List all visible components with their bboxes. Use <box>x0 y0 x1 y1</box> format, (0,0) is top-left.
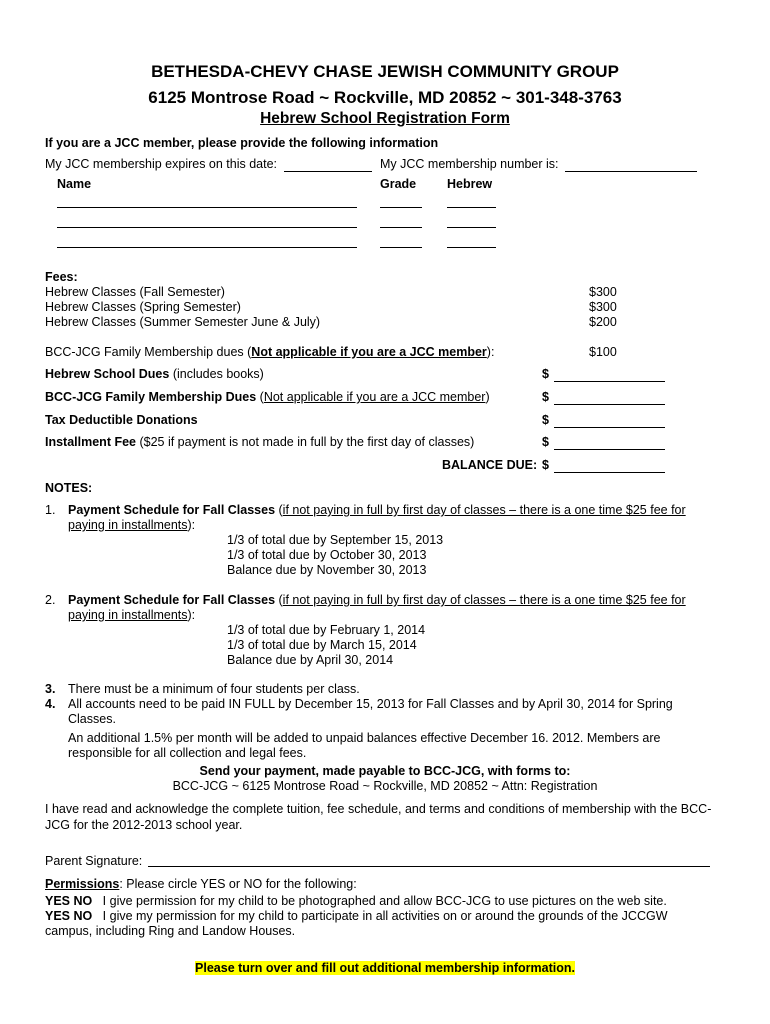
note-number: 1. <box>45 503 56 517</box>
note-number: 2. <box>45 593 56 607</box>
note-4-line-4: responsible for all collection and legal fees. <box>68 746 307 760</box>
jcc-intro: If you are a JCC member, please provide the following information <box>45 136 439 150</box>
student-name-field-2[interactable] <box>57 227 357 228</box>
org-address: 6125 Montrose Road ~ Rockville, MD 20852 ~ 301-348-3763 <box>148 88 622 107</box>
schedule-line: Balance due by November 30, 2013 <box>227 563 427 577</box>
note-4-line-2: Classes. <box>68 712 116 726</box>
ack-line-1: I have read and acknowledge the complete tuition, fee schedule, and terms and conditions of membership with the BCC- <box>45 802 712 816</box>
fee-item-label: Hebrew Classes (Spring Semester) <box>45 300 241 314</box>
fee-item-amount: $200 <box>589 315 617 329</box>
school-dues-label: Hebrew School Dues (includes books) <box>45 367 264 381</box>
fee-item-label: Hebrew Classes (Summer Semester June & July) <box>45 315 321 329</box>
dollar-sign: $ <box>542 435 549 449</box>
schedule-line: 1/3 of total due by February 1, 2014 <box>227 623 426 637</box>
notes-heading: NOTES: <box>45 481 93 495</box>
col-grade: Grade <box>380 177 417 191</box>
footer-note: Please turn over and fill out additional membership information. <box>195 961 575 975</box>
yes-no-choice[interactable]: YES NO <box>45 894 93 908</box>
family-dues-label: BCC-JCG Family Membership Dues (Not applicable if you are a JCC member) <box>45 390 490 404</box>
note-3-text: There must be a minimum of four students per class. <box>68 682 360 696</box>
family-dues-amount: $100 <box>589 345 617 359</box>
dollar-sign: $ <box>542 458 549 472</box>
note-4-line-1: All accounts need to be paid IN FULL by December 15, 2013 for Fall Classes and by April 30, 2014 for Spring <box>68 697 673 711</box>
family-dues-field[interactable] <box>554 404 665 405</box>
fee-item-label: Hebrew Classes (Fall Semester) <box>45 285 225 299</box>
note-1-line-1: Payment Schedule for Fall Classes (if not paying in full by first day of classes – there is a one time $25 fee for <box>68 503 686 517</box>
schedule-line: Balance due by April 30, 2014 <box>227 653 394 667</box>
school-dues-field[interactable] <box>554 381 665 382</box>
fees-heading: Fees: <box>45 270 78 284</box>
note-2-line-1: Payment Schedule for Fall Classes (if not paying in full by first day of classes – there is a one time $25 fee for <box>68 593 686 607</box>
note-number: 4. <box>45 697 56 711</box>
student-hebrew-field-1[interactable] <box>447 207 496 208</box>
tax-donation-label: Tax Deductible Donations <box>45 413 198 427</box>
jcc-number-label: My JCC membership number is: <box>380 157 559 171</box>
ack-line-2: JCG for the 2012-2013 school year. <box>45 818 243 832</box>
student-grade-field-2[interactable] <box>380 227 422 228</box>
student-hebrew-field-3[interactable] <box>447 247 496 248</box>
jcc-expires-label: My JCC membership expires on this date: <box>45 157 278 171</box>
note-1-line-2: paying in installments): <box>68 518 196 532</box>
family-dues-line: BCC-JCG Family Membership dues (Not applicable if you are a JCC member): <box>45 345 495 359</box>
student-name-field-3[interactable] <box>57 247 357 248</box>
student-grade-field-3[interactable] <box>380 247 422 248</box>
note-4-line-3: An additional 1.5% per month will be added to unpaid balances effective December 16. 2012. Members are <box>68 731 661 745</box>
note-2-line-2: paying in installments): <box>68 608 196 622</box>
jcc-number-field[interactable] <box>565 171 697 172</box>
dollar-sign: $ <box>542 413 549 427</box>
schedule-line: 1/3 of total due by March 15, 2014 <box>227 638 417 652</box>
note-number: 3. <box>45 682 56 696</box>
balance-due-field[interactable] <box>554 472 665 473</box>
col-hebrew: Hebrew <box>447 177 493 191</box>
dollar-sign: $ <box>542 367 549 381</box>
footer-note-wrap <box>0 961 770 975</box>
permission-2: YES NO I give my permission for my child to participate in all activities on or around the grounds of the JCCGW <box>45 909 668 923</box>
signature-label: Parent Signature: <box>45 854 143 868</box>
permission-1: YES NO I give permission for my child to be photographed and allow BCC-JCG to use pictures on the web site. <box>45 894 667 908</box>
payment-address-line: BCC-JCG ~ 6125 Montrose Road ~ Rockville, MD 20852 ~ Attn: Registration <box>172 779 598 793</box>
student-hebrew-field-2[interactable] <box>447 227 496 228</box>
jcc-expires-field[interactable] <box>284 171 372 172</box>
tax-donation-field[interactable] <box>554 427 665 428</box>
signature-field[interactable] <box>148 866 710 867</box>
student-name-field-1[interactable] <box>57 207 357 208</box>
yes-no-choice[interactable]: YES NO <box>45 909 93 923</box>
permission-2-line-2: campus, including Ring and Landow Houses. <box>45 924 296 938</box>
balance-due-label: BALANCE DUE: <box>442 458 538 472</box>
org-name: BETHESDA-CHEVY CHASE JEWISH COMMUNITY GROUP <box>151 62 619 81</box>
fee-item-amount: $300 <box>589 300 617 314</box>
schedule-line: 1/3 of total due by October 30, 2013 <box>227 548 427 562</box>
installment-fee-label: Installment Fee ($25 if payment is not made in full by the first day of classes) <box>45 435 475 449</box>
schedule-line: 1/3 of total due by September 15, 2013 <box>227 533 444 547</box>
installment-fee-field[interactable] <box>554 449 665 450</box>
student-grade-field-1[interactable] <box>380 207 422 208</box>
fee-item-amount: $300 <box>589 285 617 299</box>
form-title: Hebrew School Registration Form <box>260 110 510 127</box>
permissions-heading: Permissions: Please circle YES or NO for the following: <box>45 877 357 891</box>
col-name: Name <box>57 177 92 191</box>
dollar-sign: $ <box>542 390 549 404</box>
send-payment-line: Send your payment, made payable to BCC-JCG, with forms to: <box>199 764 571 778</box>
